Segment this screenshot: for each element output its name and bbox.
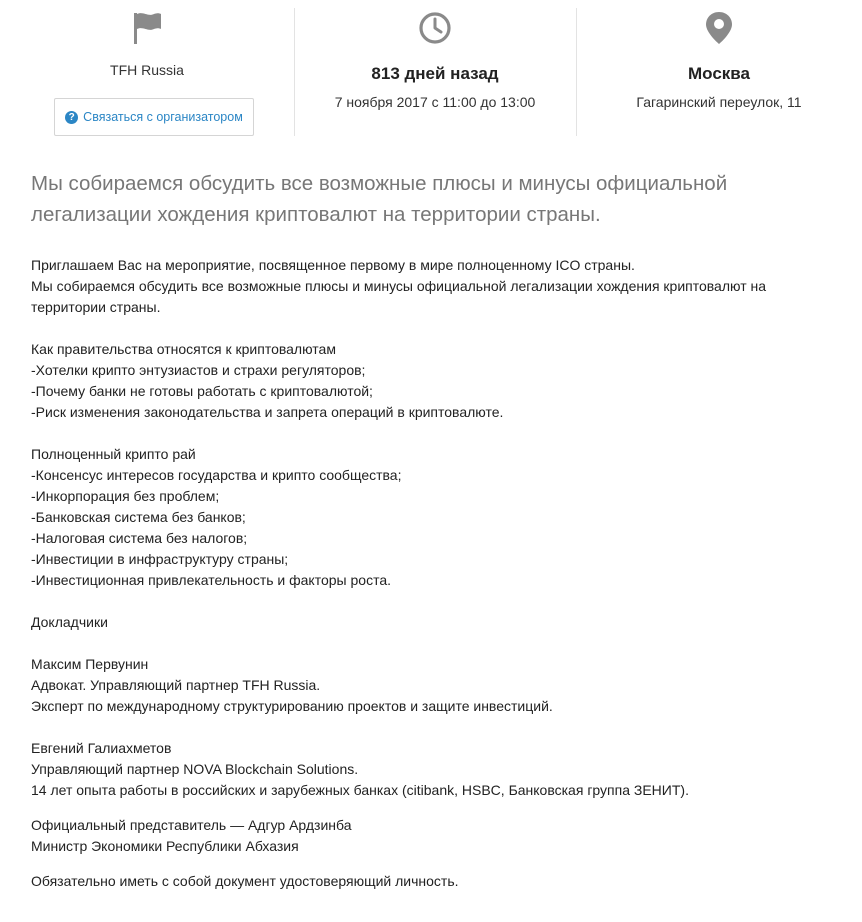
event-city: Москва — [688, 64, 750, 83]
speaker-bio: Эксперт по международному структурированию проектов и защите инвестиций. — [31, 698, 553, 714]
description-line: -Налоговая система без налогов; — [31, 530, 248, 546]
description-line: -Хотелки крипто энтузиастов и страхи регуляторов; — [31, 362, 366, 378]
time-column — [294, 0, 576, 140]
question-circle-icon: ? — [65, 111, 78, 124]
event-info-row — [0, 0, 862, 140]
description-line: -Инвестиционная привлекательность и факторы роста. — [31, 572, 392, 588]
speaker-name: Евгений Галиахметов — [31, 740, 172, 756]
official-representative: Официальный представитель — Адгур Ардзинба — [31, 817, 352, 833]
description-line: Как правительства относятся к криптовалютам — [31, 341, 336, 357]
speaker-title: Управляющий партнер NOVA Blockchain Solutions. — [31, 761, 359, 777]
description-line: -Консенсус интересов государства и крипто сообщества; — [31, 467, 402, 483]
clock-icon — [418, 10, 452, 46]
event-lead-text: Мы собираемся обсудить все возможные плюсы и минусы официальной легализации хождения криптовалют на территории страны. — [31, 172, 728, 226]
location-column — [576, 0, 862, 140]
speaker-bio: 14 лет опыта работы в российских и зарубежных банках (citibank, HSBC, Банковская группа ЗЕНИТ). — [31, 782, 689, 798]
speaker-title: Адвокат. Управляющий партнер TFH Russia. — [31, 677, 321, 693]
event-description — [31, 255, 831, 892]
event-datetime: 7 ноября 2017 с 11:00 до 13:00 — [334, 94, 536, 110]
description-line: -Инвестиции в инфраструктуру страны; — [31, 551, 289, 567]
contact-organizer-button[interactable] — [54, 98, 254, 136]
contact-organizer-label: Связаться с организатором — [83, 110, 243, 124]
speaker-name: Максим Первунин — [31, 656, 149, 672]
official-title: Министр Экономики Республики Абхазия — [31, 838, 299, 854]
description-line: -Инкорпорация без проблем; — [31, 488, 220, 504]
document-note: Обязательно иметь с собой документ удостоверяющий личность. — [31, 873, 459, 889]
flag-icon — [130, 10, 164, 46]
map-pin-icon — [702, 10, 736, 46]
description-line: Мы собираемся обсудить все возможные плюсы и минусы официальной легализации хождения криптовалют на территории страны. — [31, 278, 767, 315]
description-line: -Риск изменения законодательства и запрета операций в криптовалюте. — [31, 404, 504, 420]
description-line: -Банковская система без банков; — [31, 509, 246, 525]
speakers-heading: Докладчики — [31, 614, 108, 630]
description-line: -Почему банки не готовы работать с криптовалютой; — [31, 383, 373, 399]
description-line: Приглашаем Вас на мероприятие, посвященное первому в мире полноценному ICO страны. — [31, 257, 635, 273]
description-line: Полноценный крипто рай — [31, 446, 196, 462]
event-address: Гагаринский переулок, 11 — [636, 94, 802, 110]
organizer-name[interactable]: TFH Russia — [110, 62, 184, 78]
organizer-column — [0, 0, 294, 140]
relative-date: 813 дней назад — [371, 64, 499, 83]
